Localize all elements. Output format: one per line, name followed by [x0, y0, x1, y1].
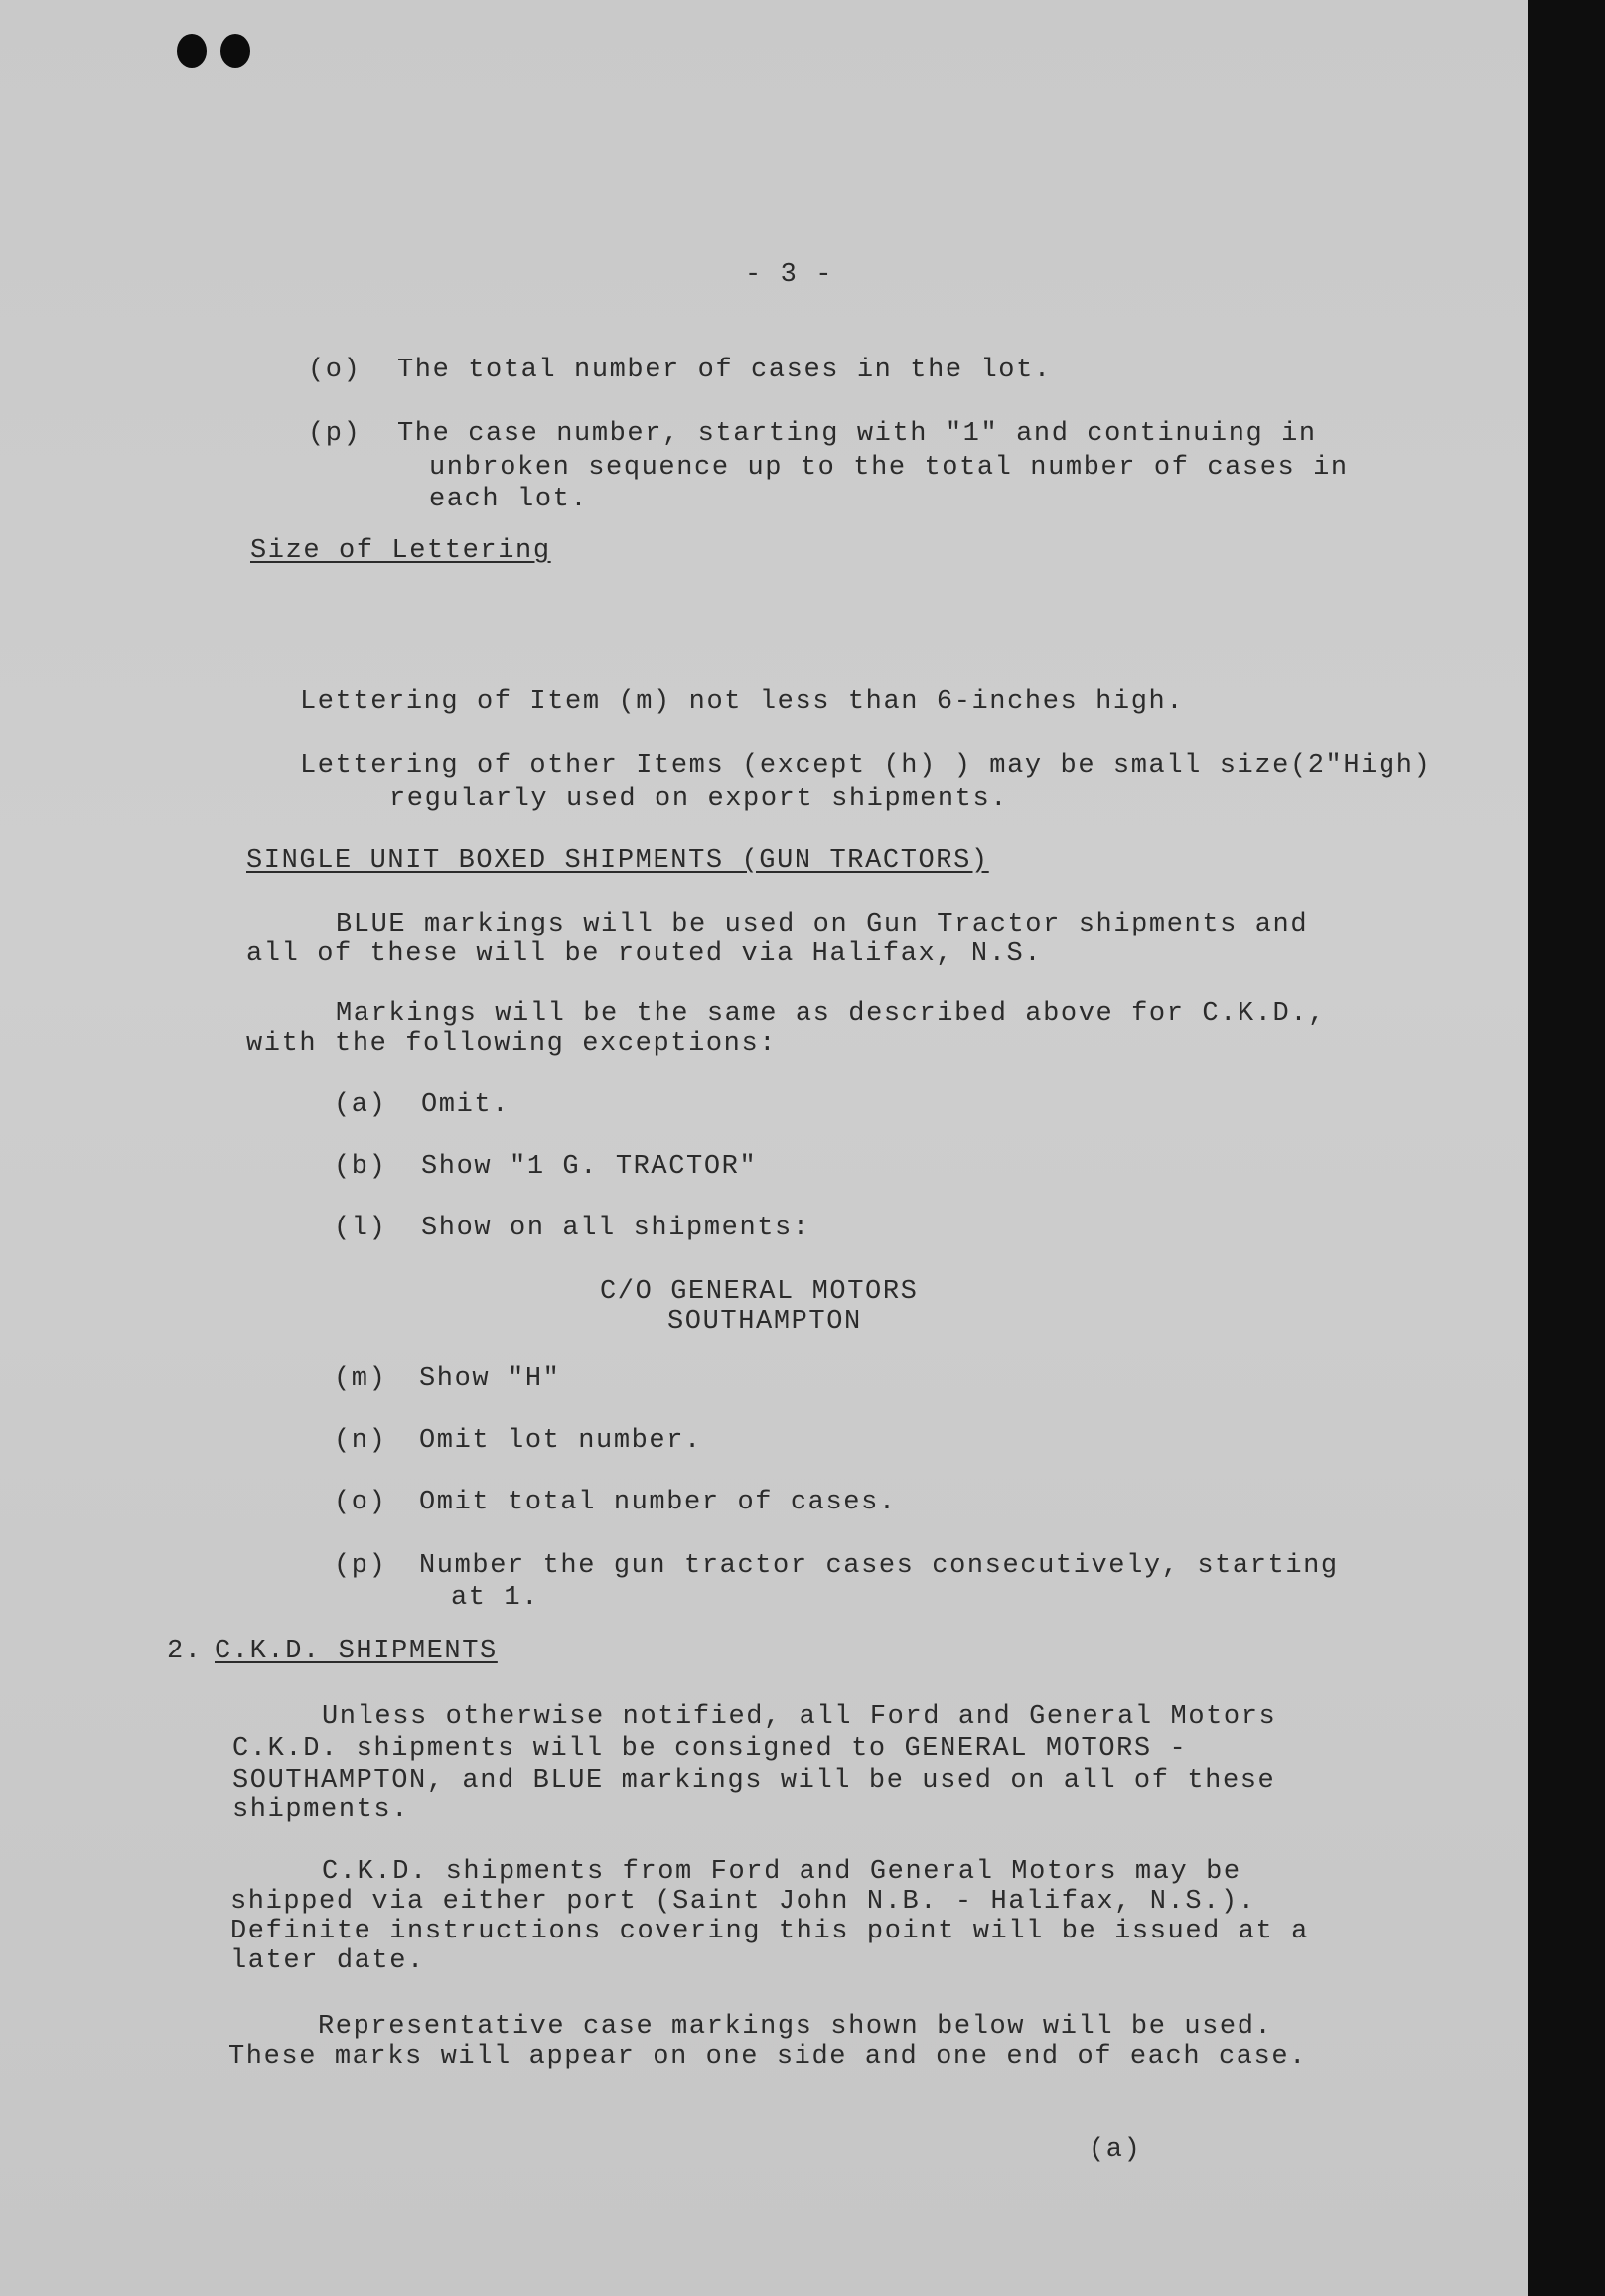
item-text: Omit total number of cases.: [419, 1488, 897, 1517]
item-label: (p): [308, 419, 362, 449]
item-text: unbroken sequence up to the total number of cases in: [429, 453, 1349, 483]
paragraph-line: C.K.D. shipments from Ford and General Motors may be: [322, 1857, 1241, 1887]
paragraph-line: Definite instructions covering this point will be issued at a: [230, 1917, 1309, 1946]
item-text: Number the gun tractor cases consecutively, starting: [419, 1551, 1339, 1581]
item-text: The case number, starting with "1" and continuing in: [397, 419, 1317, 449]
section-heading: Size of Lettering: [250, 536, 551, 566]
item-label: (a): [334, 1090, 387, 1120]
page-number: - 3 -: [745, 260, 834, 290]
item-text: Show on all shipments:: [421, 1214, 810, 1243]
section-number: 2.: [167, 1637, 203, 1666]
item-text: The total number of cases in the lot.: [397, 356, 1052, 385]
section-heading: C.K.D. SHIPMENTS: [215, 1637, 498, 1666]
item-label: (m): [334, 1364, 387, 1394]
footer-mark: (a): [1089, 2135, 1142, 2165]
item-label: (o): [308, 356, 362, 385]
item-text: Show "1 G. TRACTOR": [421, 1152, 758, 1182]
item-text: at 1.: [451, 1583, 540, 1613]
item-label: (b): [334, 1152, 387, 1182]
consignee-line: C/O GENERAL MOTORS: [600, 1277, 919, 1307]
item-label: (l): [334, 1214, 387, 1243]
paragraph-line: shipped via either port (Saint John N.B. - Halifax, N.S.).: [230, 1887, 1256, 1917]
paragraph-line: Representative case markings shown below will be used.: [318, 2012, 1273, 2042]
paragraph-line: later date.: [230, 1946, 425, 1976]
punch-hole: [220, 34, 250, 68]
consignee-line: SOUTHAMPTON: [667, 1307, 862, 1337]
paragraph-line: with the following exceptions:: [246, 1029, 778, 1059]
paragraph-line: Unless otherwise notified, all Ford and General Motors: [322, 1702, 1277, 1732]
item-text: Omit lot number.: [419, 1426, 702, 1456]
paragraph-line: Lettering of Item (m) not less than 6-inches high.: [300, 687, 1185, 717]
item-text: Show "H": [419, 1364, 561, 1394]
punch-hole: [177, 34, 207, 68]
paragraph-line: These marks will appear on one side and one end of each case.: [228, 2042, 1307, 2072]
paragraph-line: Markings will be the same as described above for C.K.D.,: [336, 999, 1326, 1029]
item-label: (p): [334, 1551, 387, 1581]
paragraph-line: all of these will be routed via Halifax, N.S.: [246, 939, 1043, 969]
paragraph-line: SOUTHAMPTON, and BLUE markings will be used on all of these: [232, 1766, 1276, 1795]
paragraph-line: shipments.: [232, 1795, 410, 1825]
paragraph-line: regularly used on export shipments.: [389, 785, 1009, 814]
scan-edge: [1528, 0, 1605, 2296]
paragraph-line: Lettering of other Items (except (h) ) may be small size(2"High): [300, 751, 1432, 781]
section-heading: SINGLE UNIT BOXED SHIPMENTS (GUN TRACTORS): [246, 846, 989, 876]
item-label: (n): [334, 1426, 387, 1456]
item-text: Omit.: [421, 1090, 511, 1120]
item-text: each lot.: [429, 485, 589, 514]
item-label: (o): [334, 1488, 387, 1517]
paragraph-line: BLUE markings will be used on Gun Tractor shipments and: [336, 910, 1309, 939]
paragraph-line: C.K.D. shipments will be consigned to GENERAL MOTORS -: [232, 1734, 1188, 1764]
